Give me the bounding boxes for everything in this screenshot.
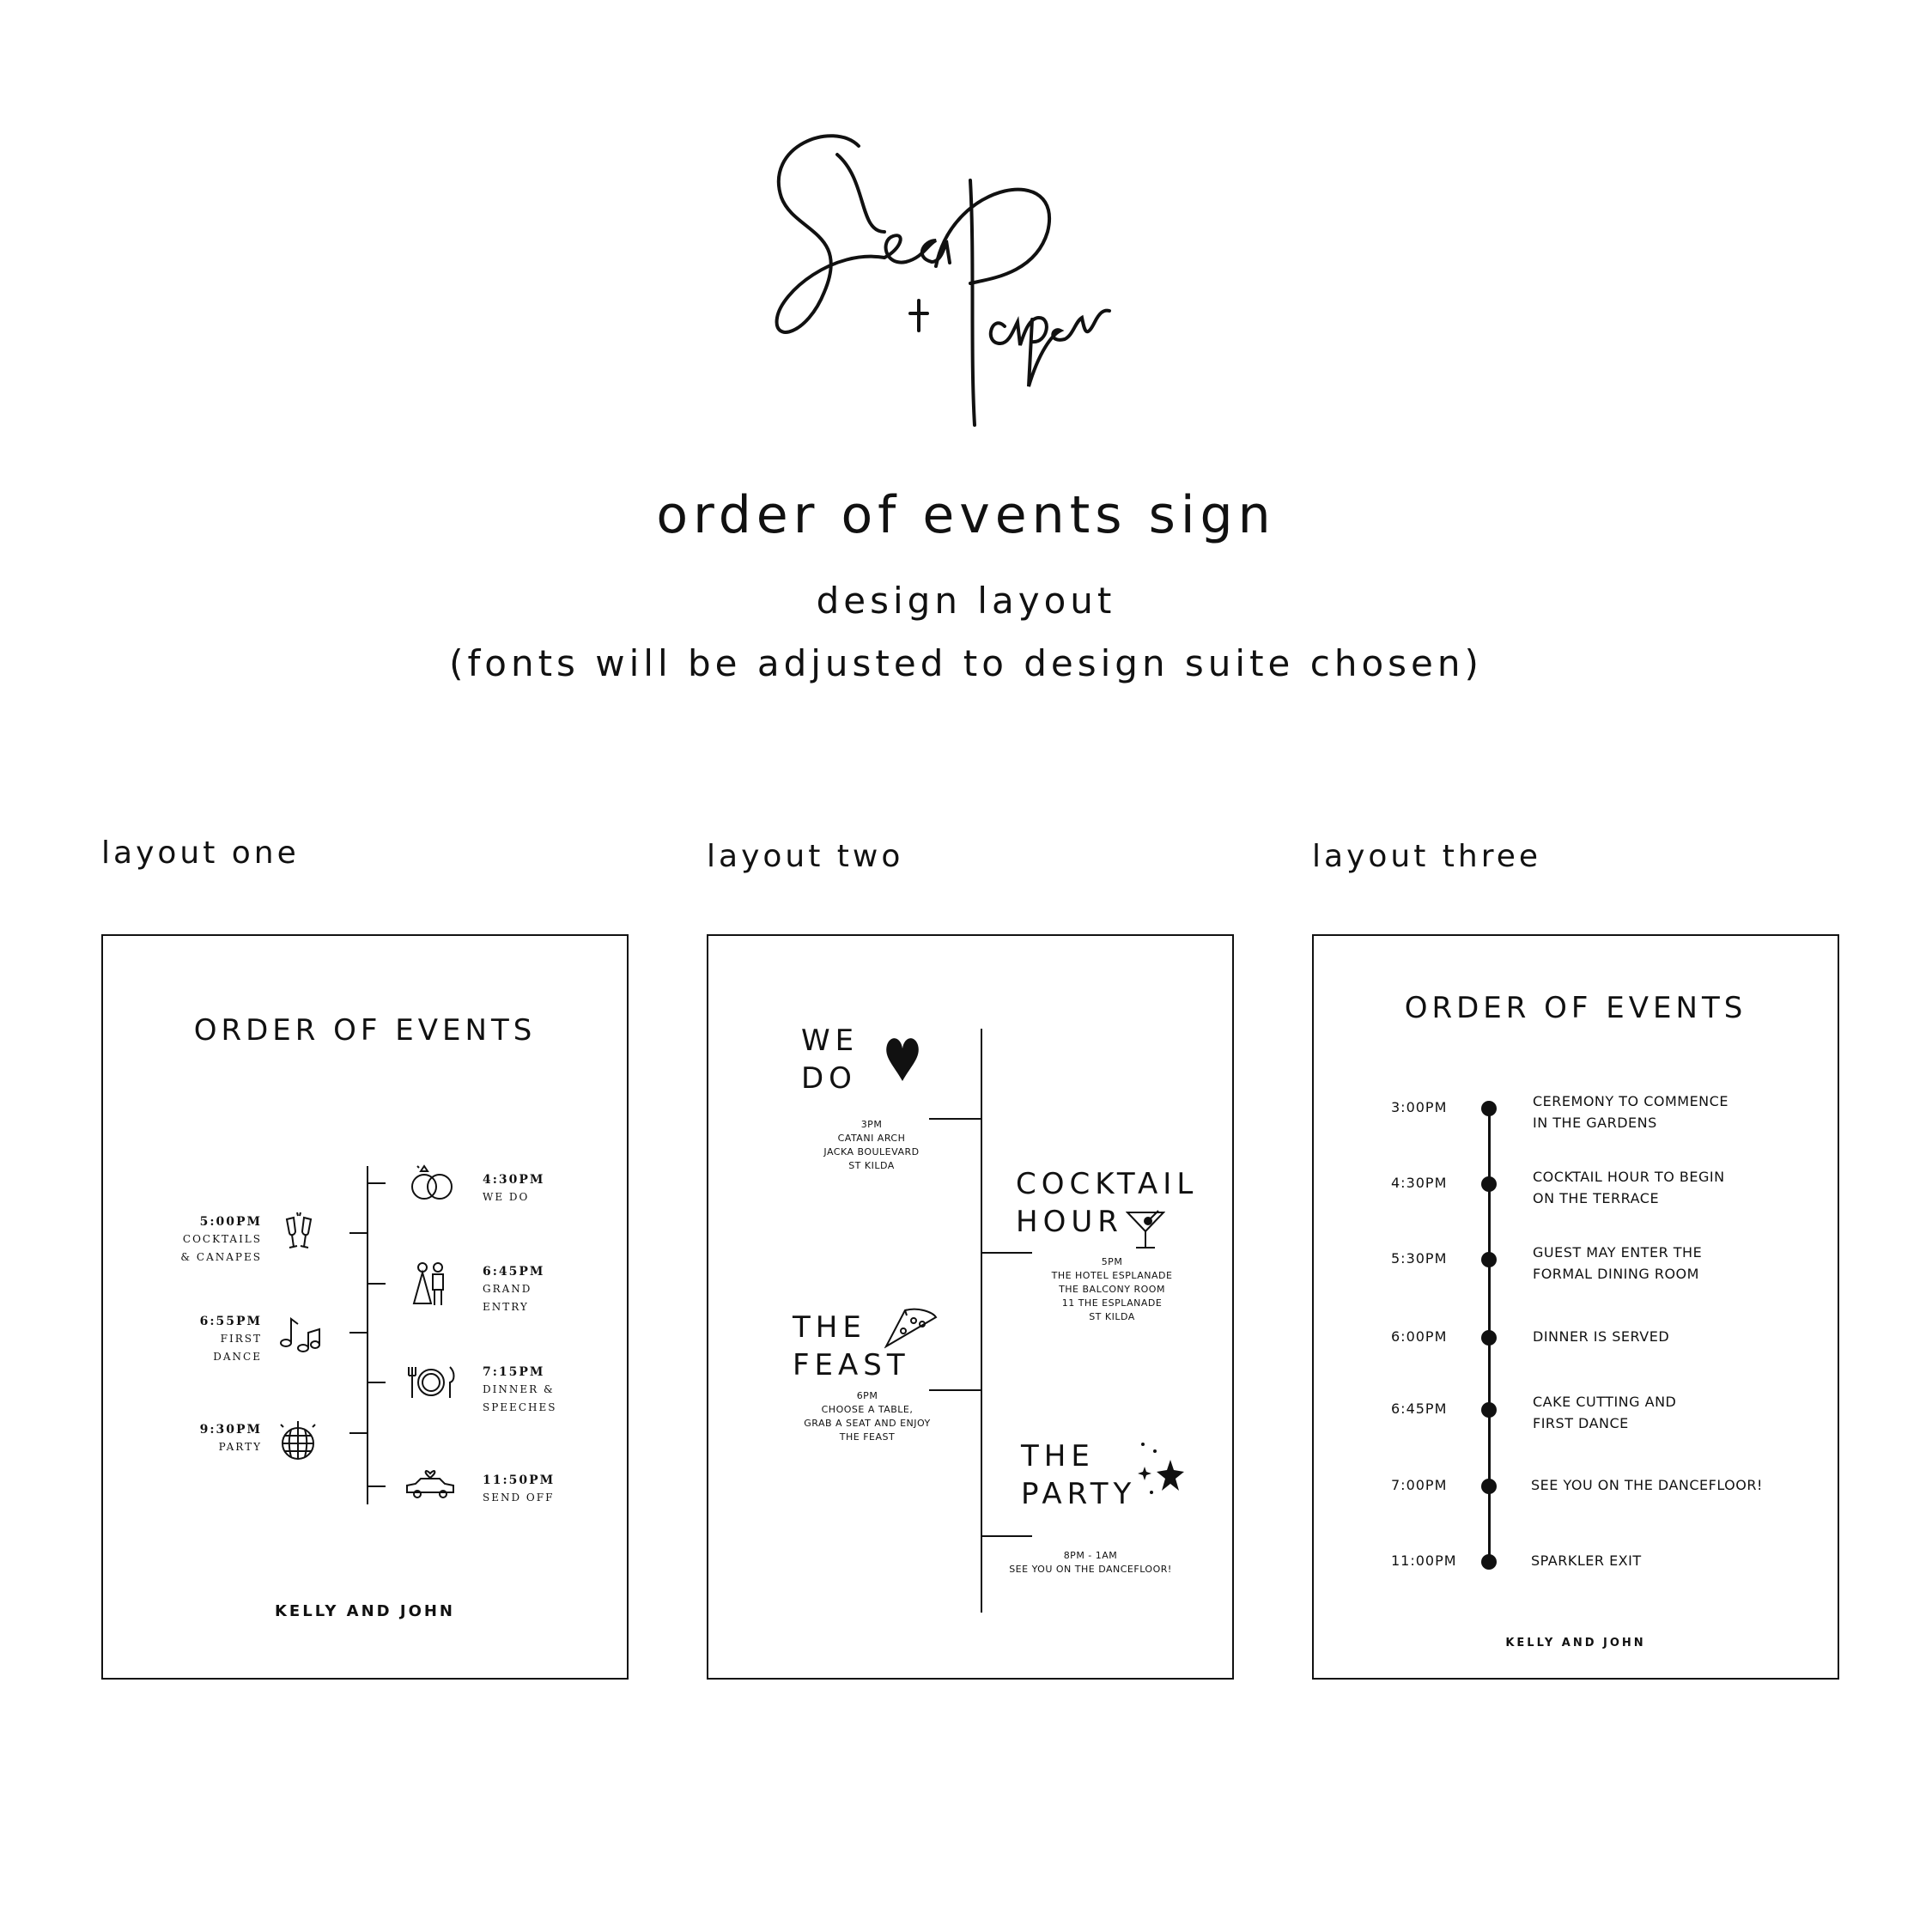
timeline-dot	[1481, 1101, 1497, 1116]
timeline-tick	[349, 1232, 368, 1234]
event-time: 7:00PM	[1391, 1477, 1448, 1493]
event-time: 6:45PM	[483, 1265, 545, 1279]
layout-two-card	[707, 934, 1234, 1680]
wedding-rings-icon	[407, 1163, 459, 1200]
bride-groom-icon	[410, 1261, 448, 1309]
disco-ball-icon	[276, 1420, 319, 1463]
timeline-tick	[981, 1535, 1032, 1537]
label-layout-two: layout two	[707, 839, 904, 874]
event-desc: GUEST MAY ENTER THE FORMAL DINING ROOM	[1533, 1244, 1703, 1282]
event-desc: DINNER & SPEECHES	[483, 1383, 557, 1413]
event-time: 6:00PM	[1391, 1328, 1448, 1345]
layout-three-title: ORDER OF EVENTS	[1404, 991, 1747, 1025]
car-heart-icon	[404, 1463, 457, 1501]
event-desc: COCKTAILS & CANAPES	[180, 1233, 262, 1263]
event-time: 4:30PM	[1391, 1175, 1448, 1191]
layout-three-card	[1312, 934, 1839, 1680]
event-details: 8PM - 1AM SEE YOU ON THE DANCEFLOOR!	[1009, 1550, 1172, 1575]
event-time: 7:15PM	[483, 1365, 545, 1379]
event-time: 11:00PM	[1391, 1552, 1457, 1569]
event-desc: WE DO	[483, 1191, 530, 1203]
event-time: 3:00PM	[1391, 1099, 1448, 1115]
event-time: 4:30PM	[483, 1173, 545, 1187]
event-desc: GRAND ENTRY	[483, 1283, 532, 1313]
section-heading-the-party: THE PARTY	[1021, 1439, 1137, 1511]
page-note: (fonts will be adjusted to design suite chosen)	[449, 642, 1483, 684]
event-details: 6PM CHOOSE A TABLE, GRAB A SEAT AND ENJOY THE FEAST	[804, 1390, 931, 1443]
timeline-dot	[1481, 1252, 1497, 1267]
event-time: 11:50PM	[483, 1473, 556, 1487]
stars-icon	[1136, 1441, 1188, 1498]
section-heading-cocktail-hour: COCKTAIL HOUR	[1016, 1167, 1199, 1239]
timeline-dot	[1481, 1554, 1497, 1570]
label-layout-one: layout one	[101, 835, 300, 871]
section-heading-the-feast: THE FEAST	[793, 1310, 910, 1382]
event-time: 6:55PM	[199, 1315, 262, 1328]
section-heading-we-do: WE DO	[801, 1024, 860, 1096]
event-time: 9:30PM	[199, 1423, 262, 1437]
timeline-dot	[1481, 1479, 1497, 1494]
sea-paper-logo	[756, 129, 1202, 472]
timeline-dot	[1481, 1176, 1497, 1192]
event-desc: SPARKLER EXIT	[1531, 1552, 1642, 1569]
layout-one-title: ORDER OF EVENTS	[193, 1013, 537, 1048]
event-time: 6:45PM	[1391, 1400, 1448, 1417]
event-desc: SEE YOU ON THE DANCEFLOOR!	[1531, 1477, 1763, 1493]
champagne-glasses-icon	[282, 1211, 316, 1254]
timeline-tick	[367, 1283, 386, 1285]
label-layout-three: layout three	[1312, 839, 1542, 874]
event-desc: CAKE CUTTING AND FIRST DANCE	[1533, 1394, 1677, 1431]
event-desc: CEREMONY TO COMMENCE IN THE GARDENS	[1533, 1093, 1728, 1131]
cocktail-glass-icon	[1126, 1209, 1165, 1250]
music-notes-icon	[277, 1314, 320, 1357]
pizza-slice-icon	[884, 1305, 938, 1350]
footer-name: KELLY AND JOHN	[274, 1602, 455, 1620]
heart-icon	[882, 1035, 923, 1083]
timeline-tick	[349, 1432, 368, 1434]
plate-cutlery-icon	[405, 1364, 457, 1401]
timeline-dot	[1481, 1330, 1497, 1346]
event-details: 3PM CATANI ARCH JACKA BOULEVARD ST KILDA	[823, 1119, 920, 1171]
event-desc: PARTY	[218, 1441, 262, 1453]
timeline-line	[367, 1166, 368, 1504]
timeline-tick	[367, 1382, 386, 1383]
event-time: 5:00PM	[199, 1215, 262, 1229]
timeline-line	[981, 1029, 982, 1613]
event-time: 5:30PM	[1391, 1250, 1448, 1267]
event-desc: COCKTAIL HOUR TO BEGIN ON THE TERRACE	[1533, 1169, 1725, 1206]
page-subtitle: design layout	[816, 580, 1116, 622]
event-desc: FIRST DANCE	[213, 1333, 262, 1363]
timeline-tick	[367, 1182, 386, 1184]
layout-one-card	[101, 934, 629, 1680]
event-desc: SEND OFF	[483, 1492, 555, 1504]
footer-name: KELLY AND JOHN	[1505, 1637, 1646, 1649]
event-details: 5PM THE HOTEL ESPLANADE THE BALCONY ROOM 11 THE ESPLANADE ST KILDA	[1051, 1256, 1173, 1322]
timeline-dot	[1481, 1402, 1497, 1418]
page-title: order of events sign	[656, 485, 1276, 545]
timeline-tick	[349, 1332, 368, 1334]
timeline-tick	[367, 1485, 386, 1487]
timeline-tick	[981, 1252, 1032, 1254]
event-desc: DINNER IS SERVED	[1533, 1328, 1670, 1345]
